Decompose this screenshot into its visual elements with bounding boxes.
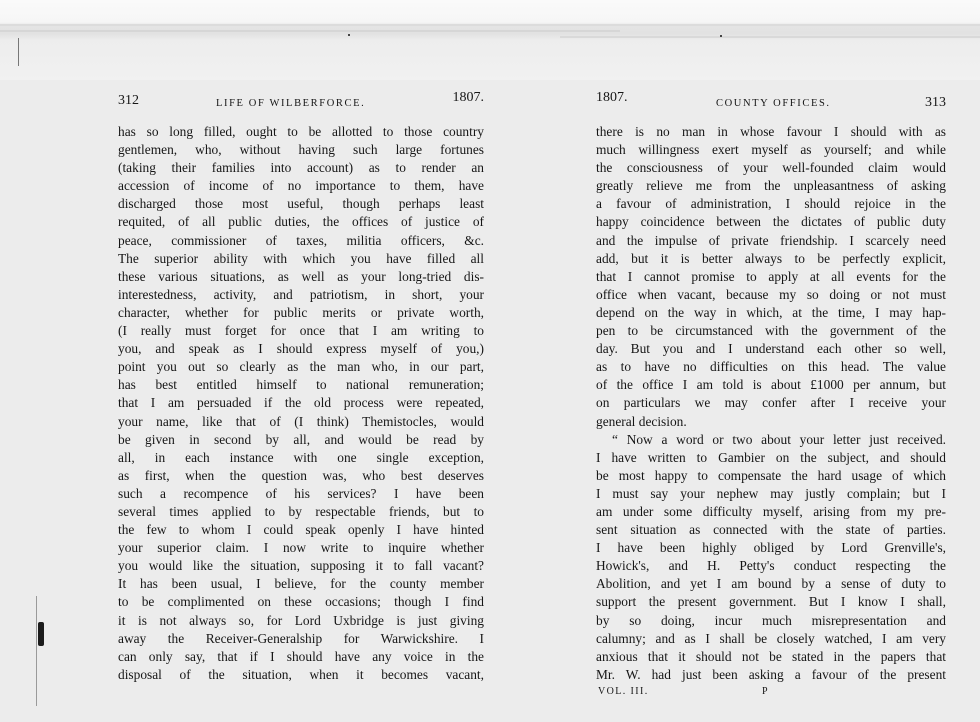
text-line: it is not always so, for Lord Uxbridge is just giving: [118, 612, 484, 628]
signature-mark: P: [762, 685, 769, 697]
text-line: has best entitled himself to national remuneration;: [118, 377, 484, 393]
text-line: general decision.: [596, 413, 687, 429]
right-running-head: [596, 90, 946, 112]
text-line: happy coincidence between the dictates of public duty: [596, 214, 946, 230]
text-line: can only say, that if I should have any voice in the: [118, 648, 484, 664]
scan-margin-mark: [18, 38, 19, 66]
text-line: your name, like that of (I think) Themistocles, would: [118, 413, 484, 429]
text-line: discharged those most useful, though perhaps least: [118, 196, 484, 212]
text-line: such a recompence of his services? I have been: [118, 485, 484, 501]
text-line: anxious that it should not be stated in the papers that: [596, 648, 946, 664]
text-line: pen to be circumstanced with the government of the: [596, 323, 946, 339]
text-line: sent situation as connected with the state of parties.: [596, 522, 946, 538]
text-line: am under some difficulty myself, arising from my pre-: [596, 503, 946, 519]
text-line: that I cannot promise to apply at all events for the: [596, 268, 946, 284]
text-line: I have written to Gambier on the subject, and should: [596, 449, 946, 465]
running-year: 1807.: [596, 90, 628, 105]
text-line: point you out so clearly as the man who, in our part,: [118, 359, 484, 375]
text-line: that I am persuaded if the old process were repeated,: [118, 395, 484, 411]
text-line: add, but it is better always to be perfectly explicit,: [596, 250, 946, 266]
text-line: your superior claim. I now write to inquire whether: [118, 540, 484, 556]
text-line: has so long filled, ought to be allotted to those country: [118, 124, 484, 139]
text-line: “ Now a word or two about your letter just received.: [612, 431, 946, 447]
text-line: requited, of all public duties, the offices of justice of: [118, 214, 484, 230]
text-line: It has been usual, I believe, for the county member: [118, 576, 484, 592]
binding-mark: [38, 622, 44, 646]
text-line: support the present government. But I know I shall,: [596, 594, 946, 610]
text-line: accession of income of no importance to them, have: [118, 178, 484, 194]
right-page-body: [596, 123, 946, 684]
scan-speck: [720, 35, 722, 37]
text-line: be given in second by all, and would be read by: [118, 431, 484, 447]
text-line: the few to whom I could speak openly I have hinted: [118, 522, 484, 538]
text-line: (taking their families into account) as to render an: [118, 160, 484, 176]
scan-streak: [0, 30, 620, 32]
text-line: calumny; and as I shall be closely watched, I am very: [596, 630, 946, 646]
text-line: as to have no difficulties on this head. The value: [596, 359, 946, 375]
scan-top-artifact: [0, 0, 980, 80]
running-title: LIFE OF WILBERFORCE.: [216, 98, 366, 109]
text-line: Howick's, and H. Petty's conduct respecting the: [596, 558, 946, 574]
page-number: 312: [118, 93, 139, 108]
running-title: COUNTY OFFICES.: [716, 98, 831, 109]
text-line: office when vacant, because my so doing or not must: [596, 286, 946, 302]
text-line: peace, commissioner of taxes, militia officers, &c.: [118, 232, 484, 248]
text-line: you, and speak as I should express myself of you,): [118, 341, 484, 357]
left-running-head: [118, 90, 484, 112]
binding-shadow: [36, 596, 37, 706]
text-line: and the impulse of private friendship. I scarcely need: [596, 232, 946, 248]
text-line: be most happy to compensate the hard usage of which: [596, 467, 946, 483]
text-line: away the Receiver-Generalship for Warwickshire. I: [118, 630, 484, 646]
text-line: Mr. W. had just been asking a favour of the present: [596, 666, 946, 682]
scan-speck: [348, 34, 350, 36]
text-line: all, in each instance with one single exception,: [118, 449, 484, 465]
text-line: interestedness, activity, and patriotism, in short, your: [118, 286, 484, 302]
text-line: you would like the situation, supposing it to fall vacant?: [118, 558, 484, 574]
text-line: there is no man in whose favour I should with as: [596, 124, 946, 139]
text-line: I have been highly obliged by Lord Grenville's,: [596, 540, 946, 556]
text-line: on particulars we may confer after I receive your: [596, 395, 946, 411]
text-line: depend on the way in which, at the time, I may hap-: [596, 304, 946, 320]
text-line: to be complimented on these occasions; though I find: [118, 594, 484, 610]
text-line: of the office I am told is about £1000 per annum, but: [596, 377, 946, 393]
text-line: (I really must forget for once that I am writing to: [118, 323, 484, 339]
text-line: day. But you and I understand each other so well,: [596, 341, 946, 357]
page-footer: [596, 686, 946, 702]
text-line: character, whether for public merits or private worth,: [118, 304, 484, 320]
page-number: 313: [925, 95, 946, 110]
text-line: as first, when the question was, who best deserves: [118, 467, 484, 483]
right-page: [596, 90, 946, 702]
text-line: The superior ability with which you have filled all: [118, 250, 484, 266]
volume-signature: VOL. III.: [598, 685, 649, 697]
text-line: Abolition, and yet I am bound by a sense of duty to: [596, 576, 946, 592]
left-page: [118, 90, 484, 684]
text-line: greatly relieve me from the unpleasantness of asking: [596, 178, 946, 194]
text-line: by so doing, incur much misrepresentation and: [596, 612, 946, 628]
text-line: the consciousness of your well-founded claim would: [596, 160, 946, 176]
text-line: these various situations, as well as your long-tried dis-: [118, 268, 484, 284]
text-line: much willingness exert myself as yourself; and while: [596, 142, 946, 158]
running-year: 1807.: [452, 90, 484, 105]
scan-streak: [560, 36, 980, 38]
text-line: disposal of the situation, when it becomes vacant,: [118, 666, 484, 682]
text-line: a favour of administration, I should rejoice in the: [596, 196, 946, 212]
text-line: gentlemen, who, without having such large fortunes: [118, 142, 484, 158]
left-page-body: [118, 123, 484, 684]
text-line: several times applied to by respectable friends, but to: [118, 503, 484, 519]
text-line: I must say your nephew may justly complain; but I: [596, 485, 946, 501]
scan-streak: [0, 24, 980, 26]
